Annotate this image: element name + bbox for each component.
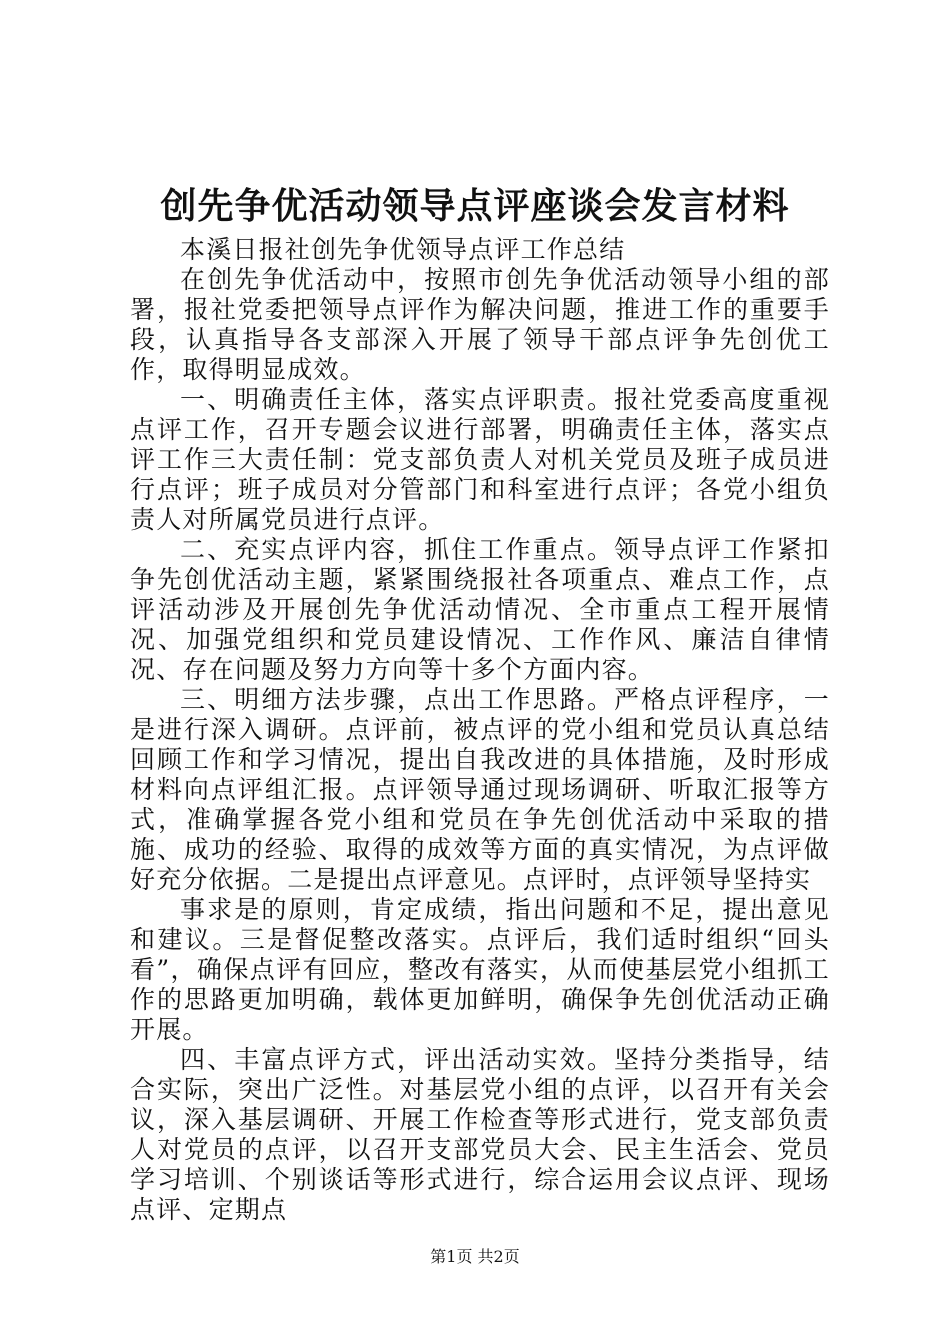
page-number-footer: 第1页 共2页	[430, 1247, 520, 1266]
section-two-paragraph: 二、充实点评内容，抓住工作重点。领导点评工作紧扣争先创优活动主题，紧紧围绕报社各项重点、难点工作，点评活动涉及开展创先争优活动情况、全市重点工程开展情况、加强党组织和党员建设情况、工作作风、廉洁自律情况、存在问题及努力方向等十多个方面内容。	[130, 535, 830, 684]
section-three-continued-paragraph: 事求是的原则，肯定成绩，指出问题和不足，提出意见和建议。三是督促整改落实。点评后，我们适时组织“回头看”，确保点评有回应，整改有落实，从而使基层党小组抓工作的思路更加明确，载体更加鲜明，确保争先创优活动正确开展。	[130, 895, 830, 1044]
document-title: 创先争优活动领导点评座谈会发言材料	[160, 185, 790, 227]
document-body	[130, 235, 830, 1225]
section-three-paragraph: 三、明细方法步骤，点出工作思路。严格点评程序，一是进行深入调研。点评前，被点评的党小组和党员认真总结回顾工作和学习情况，提出自我改进的具体措施，及时形成材料向点评组汇报。点评领导通过现场调研、听取汇报等方式，准确掌握各党小组和党员在争先创优活动中采取的措施、成功的经验、取得的成效等方面的真实情况，为点评做好充分依据。二是提出点评意见。点评时，点评领导坚持实	[130, 685, 830, 894]
section-four-paragraph: 四、丰富点评方式，评出活动实效。坚持分类指导，结合实际，突出广泛性。对基层党小组的点评，以召开有关会议，深入基层调研、开展工作检查等形式进行，党支部负责人对党员的点评，以召开支部党员大会、民主生活会、党员学习培训、个别谈话等形式进行，综合运用会议点评、现场点评、定期点	[130, 1045, 830, 1224]
intro-paragraph: 在创先争优活动中，按照市创先争优活动领导小组的部署，报社党委把领导点评作为解决问题，推进工作的重要手段，认真指导各支部深入开展了领导干部点评争先创优工作，取得明显成效。	[130, 265, 830, 384]
subtitle-paragraph: 本溪日报社创先争优领导点评工作总结	[180, 235, 626, 264]
section-one-paragraph: 一、明确责任主体，落实点评职责。报社党委高度重视点评工作，召开专题会议进行部署，明确责任主体，落实点评工作三大责任制：党支部负责人对机关党员及班子成员进行点评；班子成员对分管部门和科室进行点评；各党小组负责人对所属党员进行点评。	[130, 385, 830, 534]
